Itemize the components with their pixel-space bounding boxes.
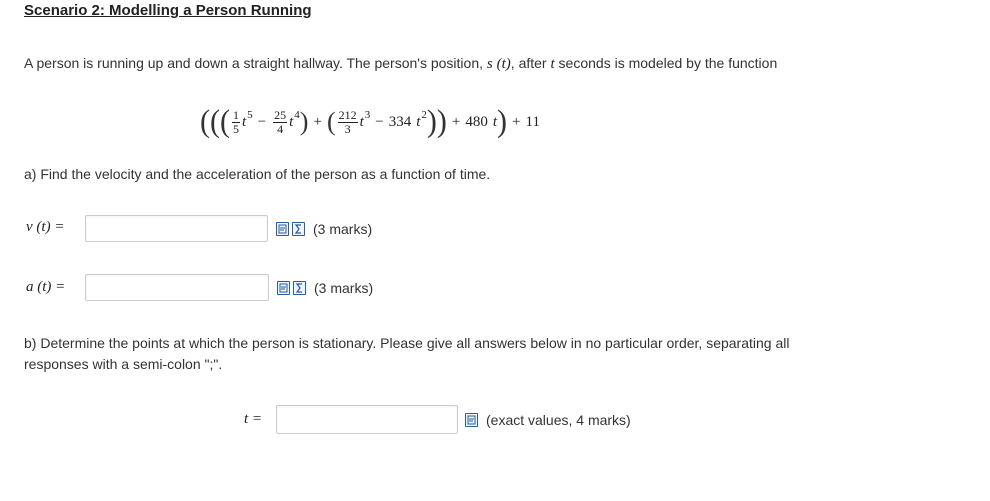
t-arg: (t) bbox=[496, 56, 511, 72]
part-b-prompt-line1: b) Determine the points at which the person is stationary. Please give all answers below in no particular order, separating all bbox=[24, 335, 790, 351]
stationary-marks: (exact values, 4 marks) bbox=[486, 412, 631, 428]
acceleration-input[interactable] bbox=[85, 274, 269, 301]
intro-text-before: A person is running up and down a straight hallway. The person's position, bbox=[24, 55, 483, 71]
eq-frac-212-3 bbox=[338, 109, 358, 136]
eq-var-t3: t bbox=[359, 113, 364, 130]
preview-icon[interactable] bbox=[277, 281, 290, 295]
acceleration-marks: (3 marks) bbox=[314, 280, 374, 296]
intro-text-middle: , after bbox=[510, 55, 547, 71]
eq-minus2: − bbox=[375, 113, 384, 130]
eq-exp5: 5 bbox=[247, 109, 253, 121]
eq-open-second: ( bbox=[326, 107, 336, 136]
page-title: Scenario 2: Modelling a Person Running bbox=[24, 2, 312, 19]
t-label-text: t = bbox=[244, 411, 263, 427]
eq-frac1-num: 1 bbox=[232, 107, 239, 122]
eq-minus1: − bbox=[257, 113, 267, 130]
velocity-label bbox=[26, 219, 64, 236]
acceleration-label-text: a (t) = bbox=[26, 279, 66, 295]
eq-plus3: + bbox=[512, 113, 521, 130]
t-label bbox=[244, 411, 262, 428]
eq-frac-25-4 bbox=[273, 109, 287, 136]
eq-close-last: ) bbox=[497, 104, 508, 139]
acceleration-label bbox=[26, 279, 65, 296]
part-a-prompt: a) Find the velocity and the acceleration of the person as a function of time. bbox=[24, 166, 491, 182]
velocity-input[interactable] bbox=[85, 215, 268, 242]
eq-frac-1-5 bbox=[232, 109, 240, 136]
eq-exp3: 3 bbox=[364, 109, 371, 121]
math-palette-icon[interactable] bbox=[292, 222, 305, 236]
eq-exp2: 2 bbox=[421, 109, 427, 121]
eq-var-t2: t bbox=[289, 113, 294, 130]
eq-coef-334: 334 bbox=[388, 113, 412, 130]
eq-frac2-den: 4 bbox=[277, 121, 284, 136]
eq-var-t1: t bbox=[241, 113, 247, 130]
t-symbol: t bbox=[550, 56, 555, 72]
eq-plus1: + bbox=[313, 113, 322, 130]
s-symbol: s bbox=[486, 56, 493, 72]
velocity-marks: (3 marks) bbox=[313, 221, 373, 237]
math-palette-icon[interactable] bbox=[293, 281, 306, 295]
eq-coef-480: 480 bbox=[465, 113, 488, 130]
eq-var-t5: t bbox=[492, 113, 498, 130]
preview-icon[interactable] bbox=[465, 413, 478, 427]
eq-open-parens: ((( bbox=[200, 104, 230, 139]
position-equation bbox=[200, 98, 540, 146]
intro-paragraph bbox=[24, 53, 777, 75]
part-b-prompt-line2: responses with a semi-colon ";". bbox=[24, 356, 223, 372]
intro-text-after: seconds is modeled by the function bbox=[558, 55, 778, 71]
velocity-label-text: v (t) = bbox=[26, 219, 65, 235]
eq-plus2: + bbox=[451, 113, 461, 130]
eq-frac3-den: 3 bbox=[344, 121, 351, 136]
eq-close-second: )) bbox=[426, 104, 447, 139]
eq-frac3-num: 212 bbox=[338, 107, 357, 122]
eq-exp4: 4 bbox=[294, 109, 300, 121]
eq-var-t4: t bbox=[416, 113, 421, 130]
eq-const-11: 11 bbox=[525, 113, 540, 130]
preview-icon[interactable] bbox=[276, 222, 289, 236]
eq-frac1-den: 5 bbox=[232, 121, 239, 136]
eq-close-inner: ) bbox=[299, 107, 309, 136]
eq-frac2-num: 25 bbox=[274, 107, 287, 122]
stationary-points-input[interactable] bbox=[276, 405, 458, 434]
